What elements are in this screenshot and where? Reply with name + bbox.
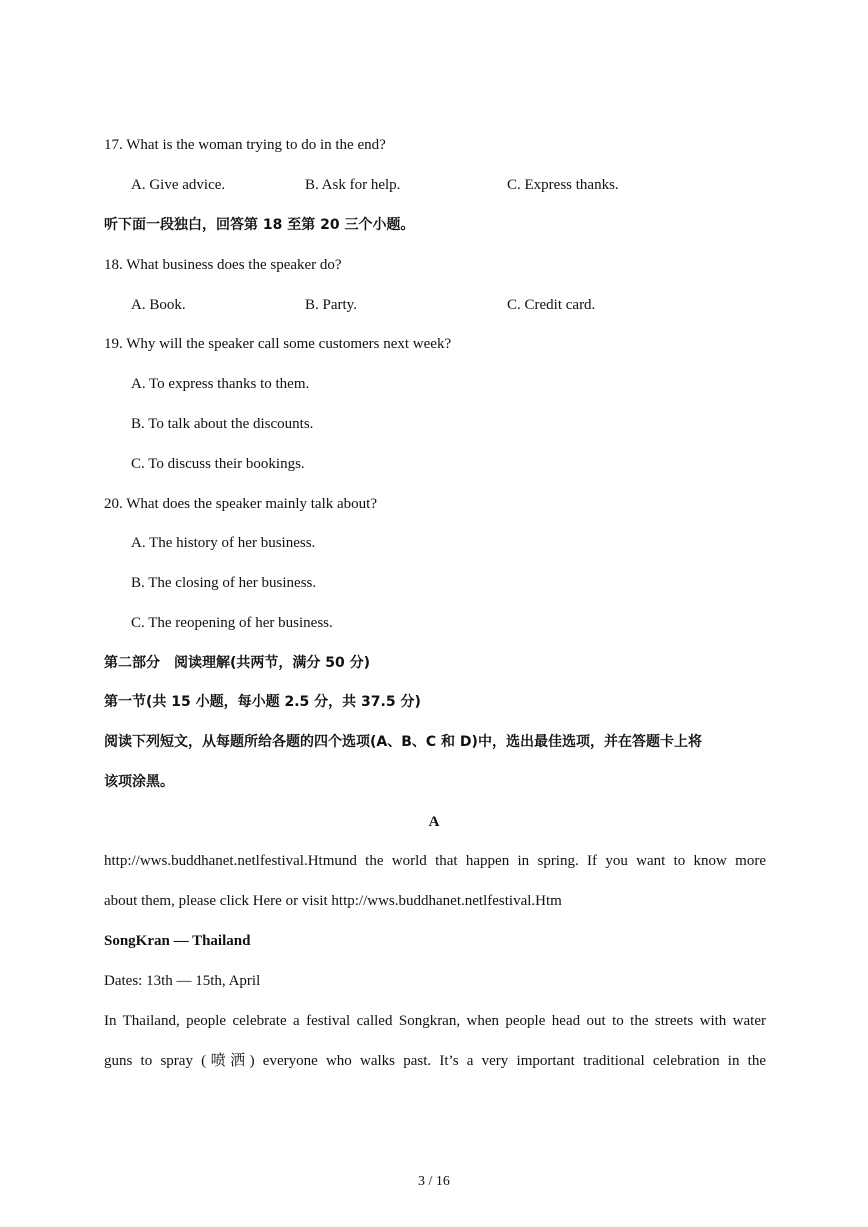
reading-instruction-line-2: 该项涂黑。 — [104, 774, 174, 790]
part-2-heading: 第二部分 阅读理解(共两节，满分 50 分) — [104, 655, 371, 671]
question-19-option-a: A. To express thanks to them. — [131, 376, 310, 392]
question-18-stem: 18. What business does the speaker do? — [104, 257, 342, 273]
page-number: 3 / 16 — [418, 1174, 450, 1189]
question-19-stem: 19. Why will the speaker call some customers next week? — [104, 336, 452, 352]
passage-body-line-1: In Thailand, people celebrate a festival called Songkran, when people head out to the streets with water — [104, 1013, 766, 1029]
section-1-heading: 第一节(共 15 小题，每小题 2.5 分，共 37.5 分) — [104, 694, 421, 710]
question-17-option-b: B. Ask for help. — [305, 177, 401, 193]
passage-intro-line-1: http://wws.buddhanet.netlfestival.Htmund the world that happen in spring. If you want to know more — [104, 853, 766, 869]
festival-dates: Dates: 13th — 15th, April — [104, 973, 261, 989]
question-19-option-c: C. To discuss their bookings. — [131, 456, 305, 472]
passage-body-line-2: guns to spray (喷洒) everyone who walks past. It’s a very important traditional celebration in the — [104, 1053, 766, 1069]
question-18-option-b: B. Party. — [305, 297, 357, 313]
passage-label: A — [428, 814, 440, 830]
question-17-option-a: A. Give advice. — [131, 177, 226, 193]
question-17-stem: 17. What is the woman trying to do in the end? — [104, 137, 386, 153]
question-20-option-b: B. The closing of her business. — [131, 575, 317, 591]
question-20-option-a: A. The history of her business. — [131, 535, 316, 551]
question-17-option-c: C. Express thanks. — [507, 177, 619, 193]
question-20-stem: 20. What does the speaker mainly talk about? — [104, 496, 377, 512]
question-19-option-b: B. To talk about the discounts. — [131, 416, 314, 432]
monologue-instruction: 听下面一段独白，回答第 18 至第 20 三个小题。 — [104, 217, 415, 233]
festival-title: SongKran — Thailand — [104, 933, 251, 949]
question-20-option-c: C. The reopening of her business. — [131, 615, 333, 631]
question-18-option-a: A. Book. — [131, 297, 186, 313]
reading-instruction-line-1: 阅读下列短文，从每题所给各题的四个选项(A、B、C 和 D)中，选出最佳选项，并在答题卡上将 — [104, 734, 702, 750]
passage-intro-line-2: about them, please click Here or visit http://wws.buddhanet.netlfestival.Htm — [104, 893, 562, 909]
question-18-option-c: C. Credit card. — [507, 297, 596, 313]
